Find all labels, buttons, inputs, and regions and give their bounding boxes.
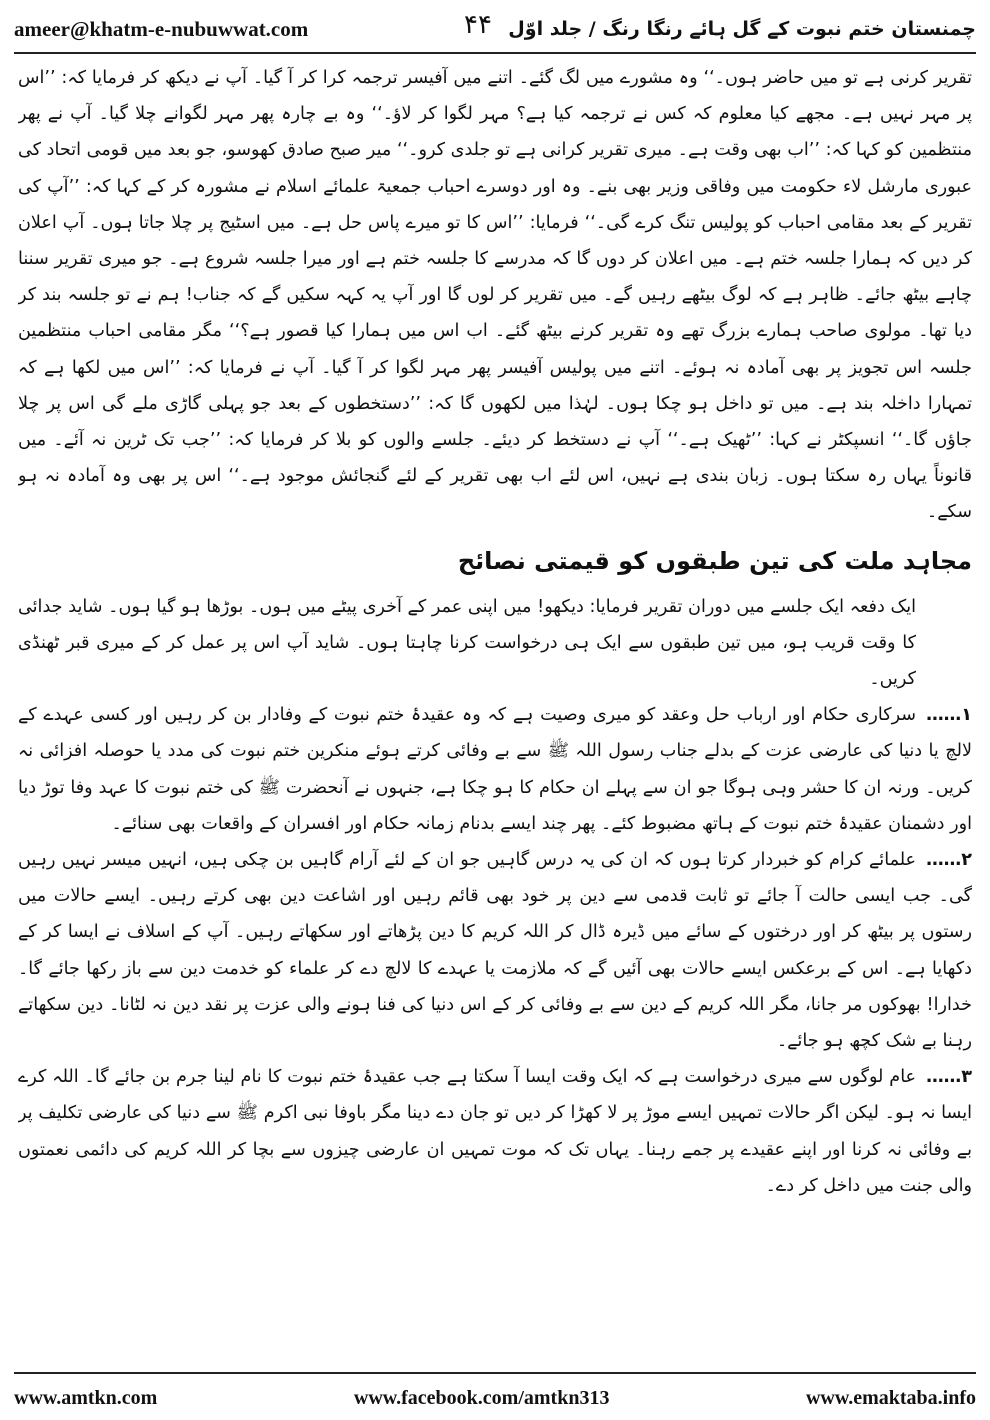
advice-item-3 bbox=[18, 1059, 972, 1204]
page-number: ۴۴ bbox=[464, 10, 492, 40]
item-number: ۱…… bbox=[926, 705, 972, 726]
page-header bbox=[14, 10, 976, 48]
item-text: سرکاری حکام اور ارباب حل وعقد کو میری وصیت ہے کہ وہ عقیدۂ ختم نبوت کے وفادار بن کر رہیں اور کسی عہدے کے لالچ یا دنیا کی عارضی عزت کے بدلے جناب رسول اللہ ﷺ سے بے وفائی کرتے ہوئے منکرین ختم نبوت کی مدد یا حوصلہ افزائی نہ کریں۔ ورنہ ان کا حشر وہی ہوگا جو ان سے پہلے ان حکام کا ہو چکا ہے، جنہوں نے آنحضرت ﷺ کی ختم نبوت کا عہد وفا توڑ دیا اور دشمنان عقیدۂ ختم نبوت کے ہاتھ مضبوط کئے۔ پھر چند ایسے بدنام زمانہ حکام اور افسران کے واقعات بھی سنائے۔ bbox=[18, 705, 972, 834]
header-divider bbox=[14, 52, 976, 54]
footer-link-emaktaba[interactable]: www.emaktaba.info bbox=[805, 1386, 976, 1409]
body-paragraph: تقریر کرنی ہے تو میں حاضر ہوں۔‘‘ وہ مشورے میں لگ گئے۔ اتنے میں آفیسر ترجمہ کرا کر آ گیا۔ آپ نے دیکھ کر فرمایا کہ: ’’اس پر مہر نہیں ہے۔ مجھے کیا معلوم کہ کس نے ترجمہ کیا ہے؟ مہر لگوا کر لاؤ۔‘‘ وہ بے چارہ پھر مہر لگوانے چلا گیا۔ آپ نے پھر منتظمین کو کہا کہ: ’’اب بھی وقت ہے۔ میری تقریر کرانی ہے تو جلدی کرو۔‘‘ میر صبح صادق کھوسو، جو بعد میں قومی اتحاد کی عبوری مارشل لاء حکومت میں وفاقی وزیر بھی بنے۔ وہ اور دوسرے احباب جمعیۃ علمائے اسلام نے مشورہ کر کے کہا کہ: ’’آپ کی تقریر کے بعد مقامی احباب کو پولیس تنگ کرے گی۔‘‘ فرمایا: ’’اس کا تو میرے پاس حل ہے۔ میں اسٹیج پر چلا جاتا ہوں۔ آپ اعلان کر دیں کہ ہمارا جلسہ ختم ہے۔ میں اعلان کر دوں گا کہ مدرسے کا جلسہ ختم ہے اور میرا جلسہ شروع ہے۔ جو میری تقریر سننا چاہے بیٹھ جائے۔ ظاہر ہے کہ لوگ بیٹھے رہیں گے۔ میں تقریر کر لوں گا اور آپ یہ کہہ سکیں گے کہ جناب! ہم نے تو جلسہ بند کر دیا تھا۔ مولوی صاحب ہمارے بزرگ تھے وہ تقریر کرنے بیٹھ گئے۔ اب اس میں ہمارا کیا قصور ہے؟‘‘ مگر مقامی احباب منتظمین جلسہ اس تجویز پر بھی آمادہ نہ ہوئے۔ اتنے میں پولیس آفیسر پھر مہر لگوا کر آ گیا۔ آپ نے فرمایا کہ: ’’اس میں لکھا ہے کہ تمہارا داخلہ بند ہے۔ میں تو داخل ہو چکا ہوں۔ لہٰذا میں لکھوں گا کہ: ’’دستخطوں کے بعد جو پہلی گاڑی ملے گی اس پر چلا جاؤں گا۔‘‘ انسپکٹر نے کہا: ’’ٹھیک ہے۔‘‘ آپ نے دستخط کر دیئے۔ جلسے والوں کو بلا کر فرمایا کہ: ’’جب تک ٹرین نہ آئے۔ میں قانوناً یہاں رہ سکتا ہوں۔ زبان بندی ہے نہیں، اس لئے اب بھی تقریر کے لئے گنجائش موجود ہے۔‘‘ اس پر بھی وہ آمادہ نہ ہو سکے۔ bbox=[18, 68, 972, 523]
page-footer bbox=[14, 1384, 976, 1412]
item-number: ۳…… bbox=[926, 1067, 972, 1088]
section-heading: مجاہد ملت کی تین طبقوں کو قیمتی نصائح bbox=[457, 546, 972, 575]
item-number: ۲…… bbox=[926, 850, 972, 871]
item-text: علمائے کرام کو خبردار کرتا ہوں کہ ان کی یہ درس گاہیں جو ان کے لئے آرام گاہیں بن چکی ہیں، انہیں میسر نہیں رہیں گی۔ جب ایسی حالت آ جائے تو ثابت قدمی سے دین پر خود بھی قائم رہیں اور اشاعت دین بھی کرتے رہیں۔ ایسے حالات میں رستوں پر بیٹھ کر اور درختوں کے سائے میں ڈیرہ ڈال کر اللہ کریم کا دین پڑھاتے اور سکھاتے رہیں۔ آپ کے اسلاف نے ایسا کر کے دکھایا ہے۔ اس کے برعکس ایسے حالات بھی آئیں گے کہ ملازمت یا عہدے کا لالچ دے کر علماء کو خدمت دین سے باز رکھا جائے گا۔ خدارا! بھوکوں مر جانا، مگر اللہ کریم کے دین سے بے وفائی کر کے اس دنیا کی فنا ہونے والی عزت پر نقد دین نہ لٹانا۔ دین سکھاتے رہنا بے شک کچھ ہو جائے۔ bbox=[18, 850, 972, 1052]
footer-link-amtkn[interactable]: www.amtkn.com bbox=[14, 1386, 158, 1409]
intro-paragraph: ایک دفعہ ایک جلسے میں دوران تقریر فرمایا: دیکھو! میں اپنی عمر کے آخری پیٹے میں ہوں۔ بوڑھا ہو گیا ہوں۔ شاید جدائی کا وقت قریب ہو، میں تین طبقوں سے ایک ہی درخواست کرنا چاہتا ہوں۔ شاید آپ اس پر عمل کر کے میری قبر ٹھنڈی کریں۔ bbox=[18, 596, 916, 690]
advice-item-2 bbox=[18, 842, 972, 1059]
advice-item-1 bbox=[18, 697, 972, 842]
footer-divider bbox=[14, 1372, 976, 1374]
item-text: عام لوگوں سے میری درخواست ہے کہ ایک وقت ایسا آ سکتا ہے جب عقیدۂ ختم نبوت کا نام لینا جرم بن جائے گا۔ اللہ کرے ایسا نہ ہو۔ لیکن اگر حالات تمہیں ایسے موڑ پر لا کھڑا کر دیں تو جان دے دینا مگر باوفا نبی اکرم ﷺ سے دنیا کی عارضی تکلیف پر بے وفائی نہ کرنا اور اپنے عقیدے پر جمے رہنا۔ یہاں تک کہ موت تمہیں ان عارضی چیزوں سے بچا کر اللہ کریم کی دائمی نعمتوں والی جنت میں داخل کر دے۔ bbox=[18, 1067, 972, 1196]
book-title: چمنستان ختم نبوت کے گل ہائے رنگا رنگ / جلد اوّل bbox=[508, 18, 976, 40]
footer-link-facebook[interactable]: www.facebook.com/amtkn313 bbox=[353, 1386, 610, 1409]
header-email: ameer@khatm-e-nubuwwat.com bbox=[14, 16, 309, 41]
page-body bbox=[18, 60, 972, 1365]
